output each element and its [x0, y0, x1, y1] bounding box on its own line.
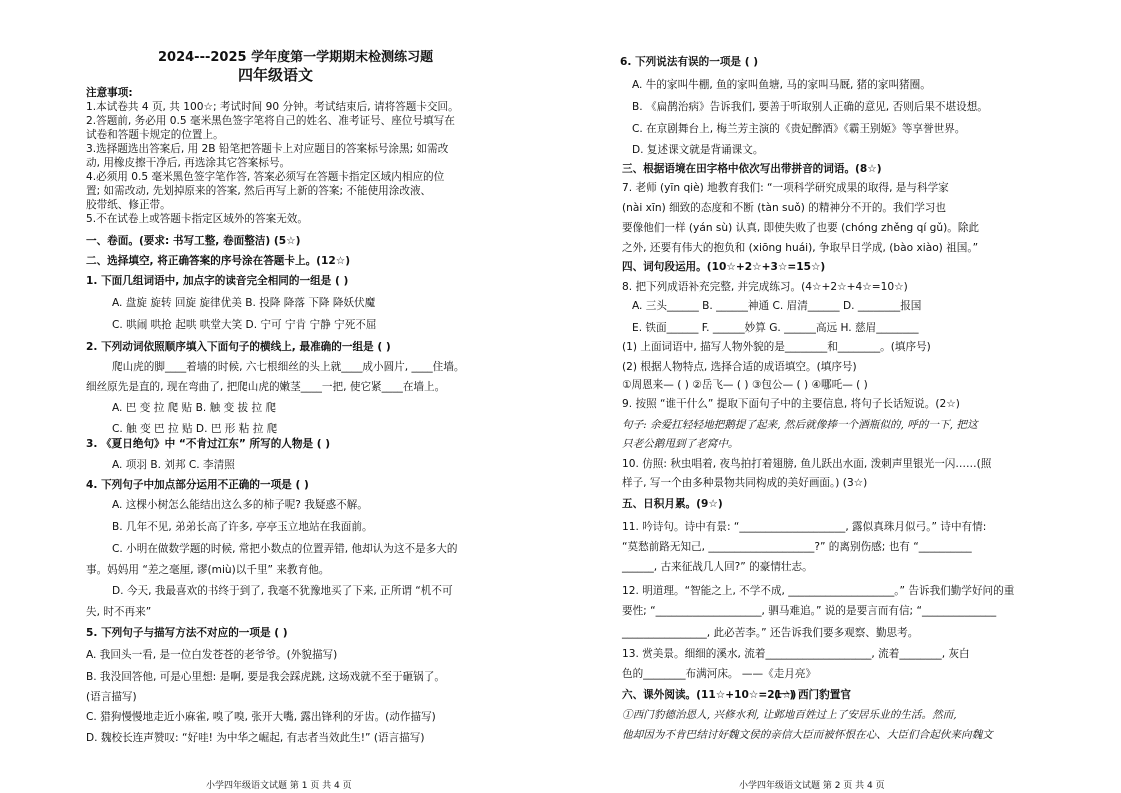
text-line-10: 之外, 还要有伟大的抱负和 (xiōng huái), 争取早日学成, (bào xiào) 祖国。” — [622, 242, 979, 254]
note-line-7: 置; 如需改动, 先划掉原来的答案, 然后再写上新的答案; 不能使用涂改液、 — [86, 185, 432, 197]
text-line-1: 6. 下列说法有误的一项是 ( ) — [620, 56, 759, 68]
reading-title: (一) 西门豹置官 — [774, 689, 851, 701]
exam-subtitle: 四年级语文 — [238, 66, 314, 84]
text-line-3: B. 《扁鹊治病》告诉我们, 要善于听取别人正确的意见, 否则后果不堪设想。 — [632, 101, 988, 113]
text-line-18: D. 今天, 我最喜欢的书终于到了, 我毫不犹豫地买了下来, 正所谓 “机不可 — [112, 585, 453, 597]
text-line-5: C. 哄闹 哄抢 起哄 哄堂大笑 D. 宁可 宁肯 宁静 宁死不屈 — [112, 319, 377, 331]
note-line-5: 动, 用橡皮擦干净后, 再选涂其它答案标号。 — [86, 157, 291, 169]
text-line-16: (2) 根据人物特点, 选择合适的成语填空。(填序号) — [622, 361, 857, 373]
text-line-4: A. 盘旋 旋转 回旋 旋律优美 B. 投降 降落 下降 降妖伏魔 — [112, 297, 376, 309]
text-line-20: 样子, 写一个由多种景物共同构成的美好画面。) (3☆) — [622, 477, 868, 489]
text-line-24: C. 猎狗慢慢地走近小麻雀, 嗅了嗅, 张开大嘴, 露出锋利的牙齿。(动作描写) — [86, 711, 436, 723]
page-2 — [561, 0, 1121, 793]
text-line-8: (nài xīn) 细致的态度和不断 (tàn suǒ) 的精神分不开的。我们学习也 — [622, 202, 946, 214]
text-line-21: 五、日积月累。(9☆) — [622, 498, 723, 510]
text-line-16: C. 小明在做数学题的时候, 常把小数点的位置弄错, 他却认为这不是多大的 — [112, 543, 458, 555]
text-line-25: D. 魏校长连声赞叹: “好哇! 为中华之崛起, 有志者当效此生!” (语言描写) — [86, 732, 425, 744]
text-line-29: 色的________布满河床。 ——《走月亮》 — [622, 668, 817, 680]
text-line-6: 2. 下列动词依照顺序填入下面句子的横线上, 最准确的一组是 ( ) — [86, 341, 391, 353]
text-line-12: 8. 把下列成语补充完整, 并完成练习。(4☆+2☆+4☆=10☆) — [622, 281, 908, 293]
text-line-13: 4. 下列句子中加点部分运用不正确的一项是 ( ) — [86, 479, 309, 491]
note-line-2: 2.答题前, 务必用 0.5 毫米黑色签字笔将自己的姓名、准考证号、座位号填写在 — [86, 115, 455, 127]
text-line-18: 9. 按照 “谁干什么” 提取下面句子中的主要信息, 将句子长话短说。(2☆) — [622, 398, 960, 410]
text-line-8: 细丝原先是直的, 现在弯曲了, 把爬山虎的嫩茎____一把, 使它紧____在墙上。 — [86, 381, 446, 393]
notes-heading: 注意事项: — [86, 87, 133, 99]
text-line-19: 10. 仿照: 秋虫唱着, 夜鸟拍打着翅膀, 鱼儿跃出水面, 泼刺声里银光一闪……(照 — [622, 458, 992, 470]
note-line-1: 1.本试卷共 4 页, 共 100☆; 考试时间 90 分钟。考试结束后, 请将答题卡交回。 — [86, 101, 459, 113]
text-line-19: 失, 时不再来” — [86, 606, 152, 618]
page-1 — [0, 0, 560, 793]
text-line-23: “莫愁前路无知己, ____________________?” 的离别伤感; 也有 “__________ — [622, 541, 972, 553]
text-line-27: ________________, 此必苦李。” 还告诉我们要多观察、勤思考。 — [622, 627, 919, 639]
note-line-6: 4.必须用 0.5 毫米黑色签字笔作答, 答案必须写在答题卡指定区域内相应的位 — [86, 171, 445, 183]
page-footer: 小学四年级语文试题 第 1 页 共 4 页 — [206, 781, 352, 791]
text-line-17: ①周恩来— ( ) ②岳飞— ( ) ③包公— ( ) ④哪吒— ( ) — [622, 379, 868, 391]
text-line-10: C. 触 变 巴 拉 贴 D. 巴 形 粘 拉 爬 — [112, 423, 278, 435]
text-line-15: (1) 上面词语中, 描写人物外貌的是________和________。(填序号) — [622, 341, 931, 353]
text-line-11: 3. 《夏日绝句》中 “不肯过江东” 所写的人物是 ( ) — [86, 438, 331, 450]
text-line-26: 要性; “____________________, 驷马难追。” 说的是要言而有信; “______________ — [622, 605, 997, 617]
text-line-2: A. 牛的家叫牛棚, 鱼的家叫鱼塘, 马的家叫马厩, 猪的家叫猪圈。 — [632, 79, 931, 91]
text-line-25: 12. 明道理。“智能之上, 不学不成, ____________________。” 告诉我们勤学好问的重 — [622, 585, 1015, 597]
exam-title: 2024---2025 学年度第一学期期末检测练习题 — [158, 50, 434, 65]
text-line-30: 六、课外阅读。(11☆+10☆=21☆) — [622, 689, 797, 701]
text-line-12: A. 项羽 B. 刘邦 C. 李清照 — [112, 459, 235, 471]
text-line-23: (语言描写) — [86, 691, 137, 703]
reading-line-1: ①西门豹德治恩人, 兴修水利, 让邺地百姓过上了安居乐业的生活。然而, — [622, 709, 957, 721]
text-line-6: 三、根据语境在田字格中依次写出带拼音的词语。(8☆) — [622, 163, 882, 175]
text-line-14: E. 铁面______ F. ______妙算 G. ______高远 H. 慈眉________ — [632, 322, 919, 334]
text-line-24: ______, 古来征战几人回?” 的豪情壮志。 — [622, 561, 813, 573]
text-line-3: 1. 下面几组词语中, 加点字的读音完全相同的一组是 ( ) — [86, 275, 349, 287]
text-line-9: 要像他们一样 (yán sù) 认真, 即使失败了也要 (chóng zhěng qí gǔ)。除此 — [622, 222, 980, 234]
text-line-20: 5. 下列句子与描写方法不对应的一项是 ( ) — [86, 627, 288, 639]
page-footer: 小学四年级语文试题 第 2 页 共 4 页 — [739, 781, 885, 791]
text-line-5: D. 复述课文就是背诵课文。 — [632, 144, 764, 156]
text-line-7: 爬山虎的脚____着墙的时候, 六七根细丝的头上就____成小圆片, ____住墙。 — [112, 361, 465, 373]
text-line-2: 二、选择填空, 将正确答案的序号涂在答题卡上。(12☆) — [86, 255, 351, 267]
text-line-15: B. 几年不见, 弟弟长高了许多, 亭亭玉立地站在我面前。 — [112, 521, 373, 533]
text-line-9: A. 巴 变 拉 爬 贴 B. 触 变 拔 拉 爬 — [112, 402, 277, 414]
text-line-7: 7. 老师 (yīn qiè) 地教育我们: “一项科学研究成果的取得, 是与科学家 — [622, 182, 949, 194]
text-line-1: 一、卷面。(要求: 书写工整, 卷面整洁) (5☆) — [86, 235, 301, 247]
text-line-28: 13. 赏美景。细细的溪水, 流着____________________, 流着________, 灰白 — [622, 648, 970, 660]
text-line-17: 事。妈妈用 “差之毫厘, 谬(miù)以千里” 来教育他。 — [86, 564, 330, 576]
text-line-22: B. 我没回答他, 可是心里想: 是啊, 要是我会踩虎跳, 这场戏就不至于砸锅了。 — [86, 671, 445, 683]
reading-line-2: 他却因为不肯巴结讨好魏文侯的亲信大臣而被怀恨在心、大臣们合起伙来向魏文 — [622, 729, 993, 741]
note-line-8: 胶带纸、修正带。 — [86, 199, 171, 211]
text-line-22: 11. 吟诗句。诗中有景: “____________________, 露似真珠月似弓。” 诗中有情: — [622, 521, 987, 533]
text-line-11: 四、词句段运用。(10☆+2☆+3☆=15☆) — [622, 261, 826, 273]
text-line-4: C. 在京剧舞台上, 梅兰芳主演的《贵妃醉酒》《霸王别姬》等享誉世界。 — [632, 123, 966, 135]
handwritten-line-2: 只老公鹅甩到了老窝中。 — [622, 438, 739, 450]
text-line-21: A. 我回头一看, 是一位白发苍苍的老爷爷。(外貌描写) — [86, 649, 338, 661]
note-line-4: 3.选择题选出答案后, 用 2B 铅笔把答题卡上对应题目的答案标号涂黑; 如需改 — [86, 143, 449, 155]
text-line-14: A. 这棵小树怎么能结出这么多的柿子呢? 我疑惑不解。 — [112, 499, 368, 511]
note-line-3: 试卷和答题卡规定的位置上。 — [86, 129, 224, 141]
text-line-13: A. 三头______ B. ______神通 C. 眉清______ D. ________报国 — [632, 300, 922, 312]
note-line-9: 5.不在试卷上或答题卡指定区域外的答案无效。 — [86, 213, 308, 225]
handwritten-line-1: 句子: 余爱扛轻轻地把鹅提了起来, 然后就像捧一个酒瓶似的, 呼的一下, 把这 — [622, 419, 978, 431]
